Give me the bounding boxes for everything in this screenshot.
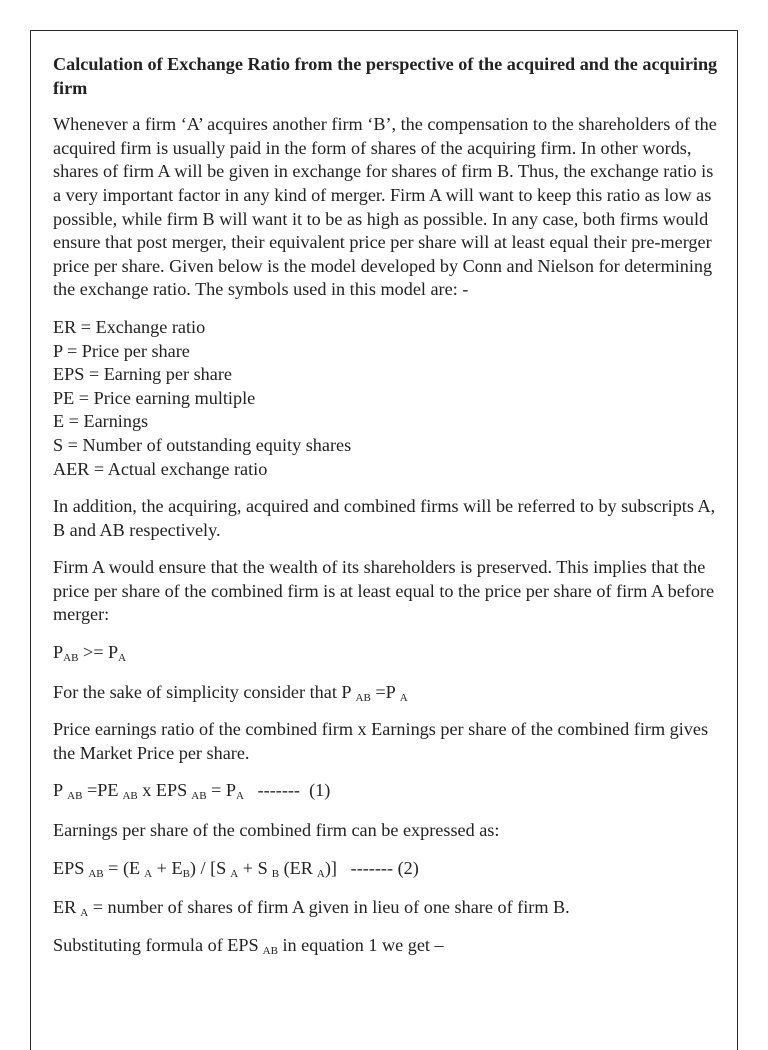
definition-er: ER = Exchange ratio [53,316,206,337]
substituting-paragraph: Substituting formula of EPS $_{AB}$ in equation 1 we get – [53,934,444,957]
wealth-paragraph: Firm A would ensure that the wealth of its shareholders is preserved. This implies that the price per share of the combined firm is at least equal to the price per share of firm A before merger: [53,557,715,625]
equation-1: P $_{AB}$ =PE $_{AB}$ x EPS $_{AB} = P_A$ ------- (1) [53,780,331,803]
definition-s: S = Number of outstanding equity shares [53,434,352,455]
document-title: Calculation of Exchange Ratio from the perspective of the acquired and the acquiring firm [53,54,718,98]
definition-e: E = Earnings [53,411,149,432]
definition-p: P = Price per share [53,340,190,361]
definition-aer: AER = Actual exchange ratio [53,458,268,479]
subscripts-paragraph: In addition, the acquiring, acquired and combined firms will be referred to by subscripts A, B and AB respectively. [53,496,716,540]
symbol-definitions-list [53,316,723,481]
er-definition-paragraph: ER $_A$ = number of shares of firm A given in lieu of one share of firm B. [53,897,570,920]
document-body [53,53,723,971]
intro-paragraph: Whenever a firm ‘A’ acquires another firm ‘B’, the compensation to the shareholders of the acquired firm is usually paid in the form of shares of the acquiring firm. In other words, shares of firm A will be given in exchange for shares of firm B. Thus, the exchange ratio is a very important factor in any kind of merger. Firm A will want to keep this ratio as low as possible, while firm B will want it to be as high as possible. In any case, both firms would ensure that post merger, their equivalent price per share will at least equal their pre-merger price per share. Given below is the model developed by Conn and Nielson for determining the exchange ratio. The symbols used in this model are: - [53,114,717,300]
document-page [30,30,738,1050]
definition-eps: EPS = Earning per share [53,364,232,385]
pe-paragraph: Price earnings ratio of the combined firm x Earnings per share of the combined firm gives the Market Price per share. [53,719,709,763]
definition-pe: PE = Price earning multiple [53,387,256,408]
equation-2: EPS $_{AB}$ = (E $_A + E_B) / [S$ $_A$ + S $_B$ (ER $_A$)] ------- (2) [53,857,419,880]
simplicity-paragraph: For the sake of simplicity consider that P $_{AB}$ =P $_A$ [53,681,408,704]
eps-paragraph: Earnings per share of the combined firm can be expressed as: [53,820,500,841]
inequality-equation: $P_{AB} >= P_A$ [53,642,127,665]
